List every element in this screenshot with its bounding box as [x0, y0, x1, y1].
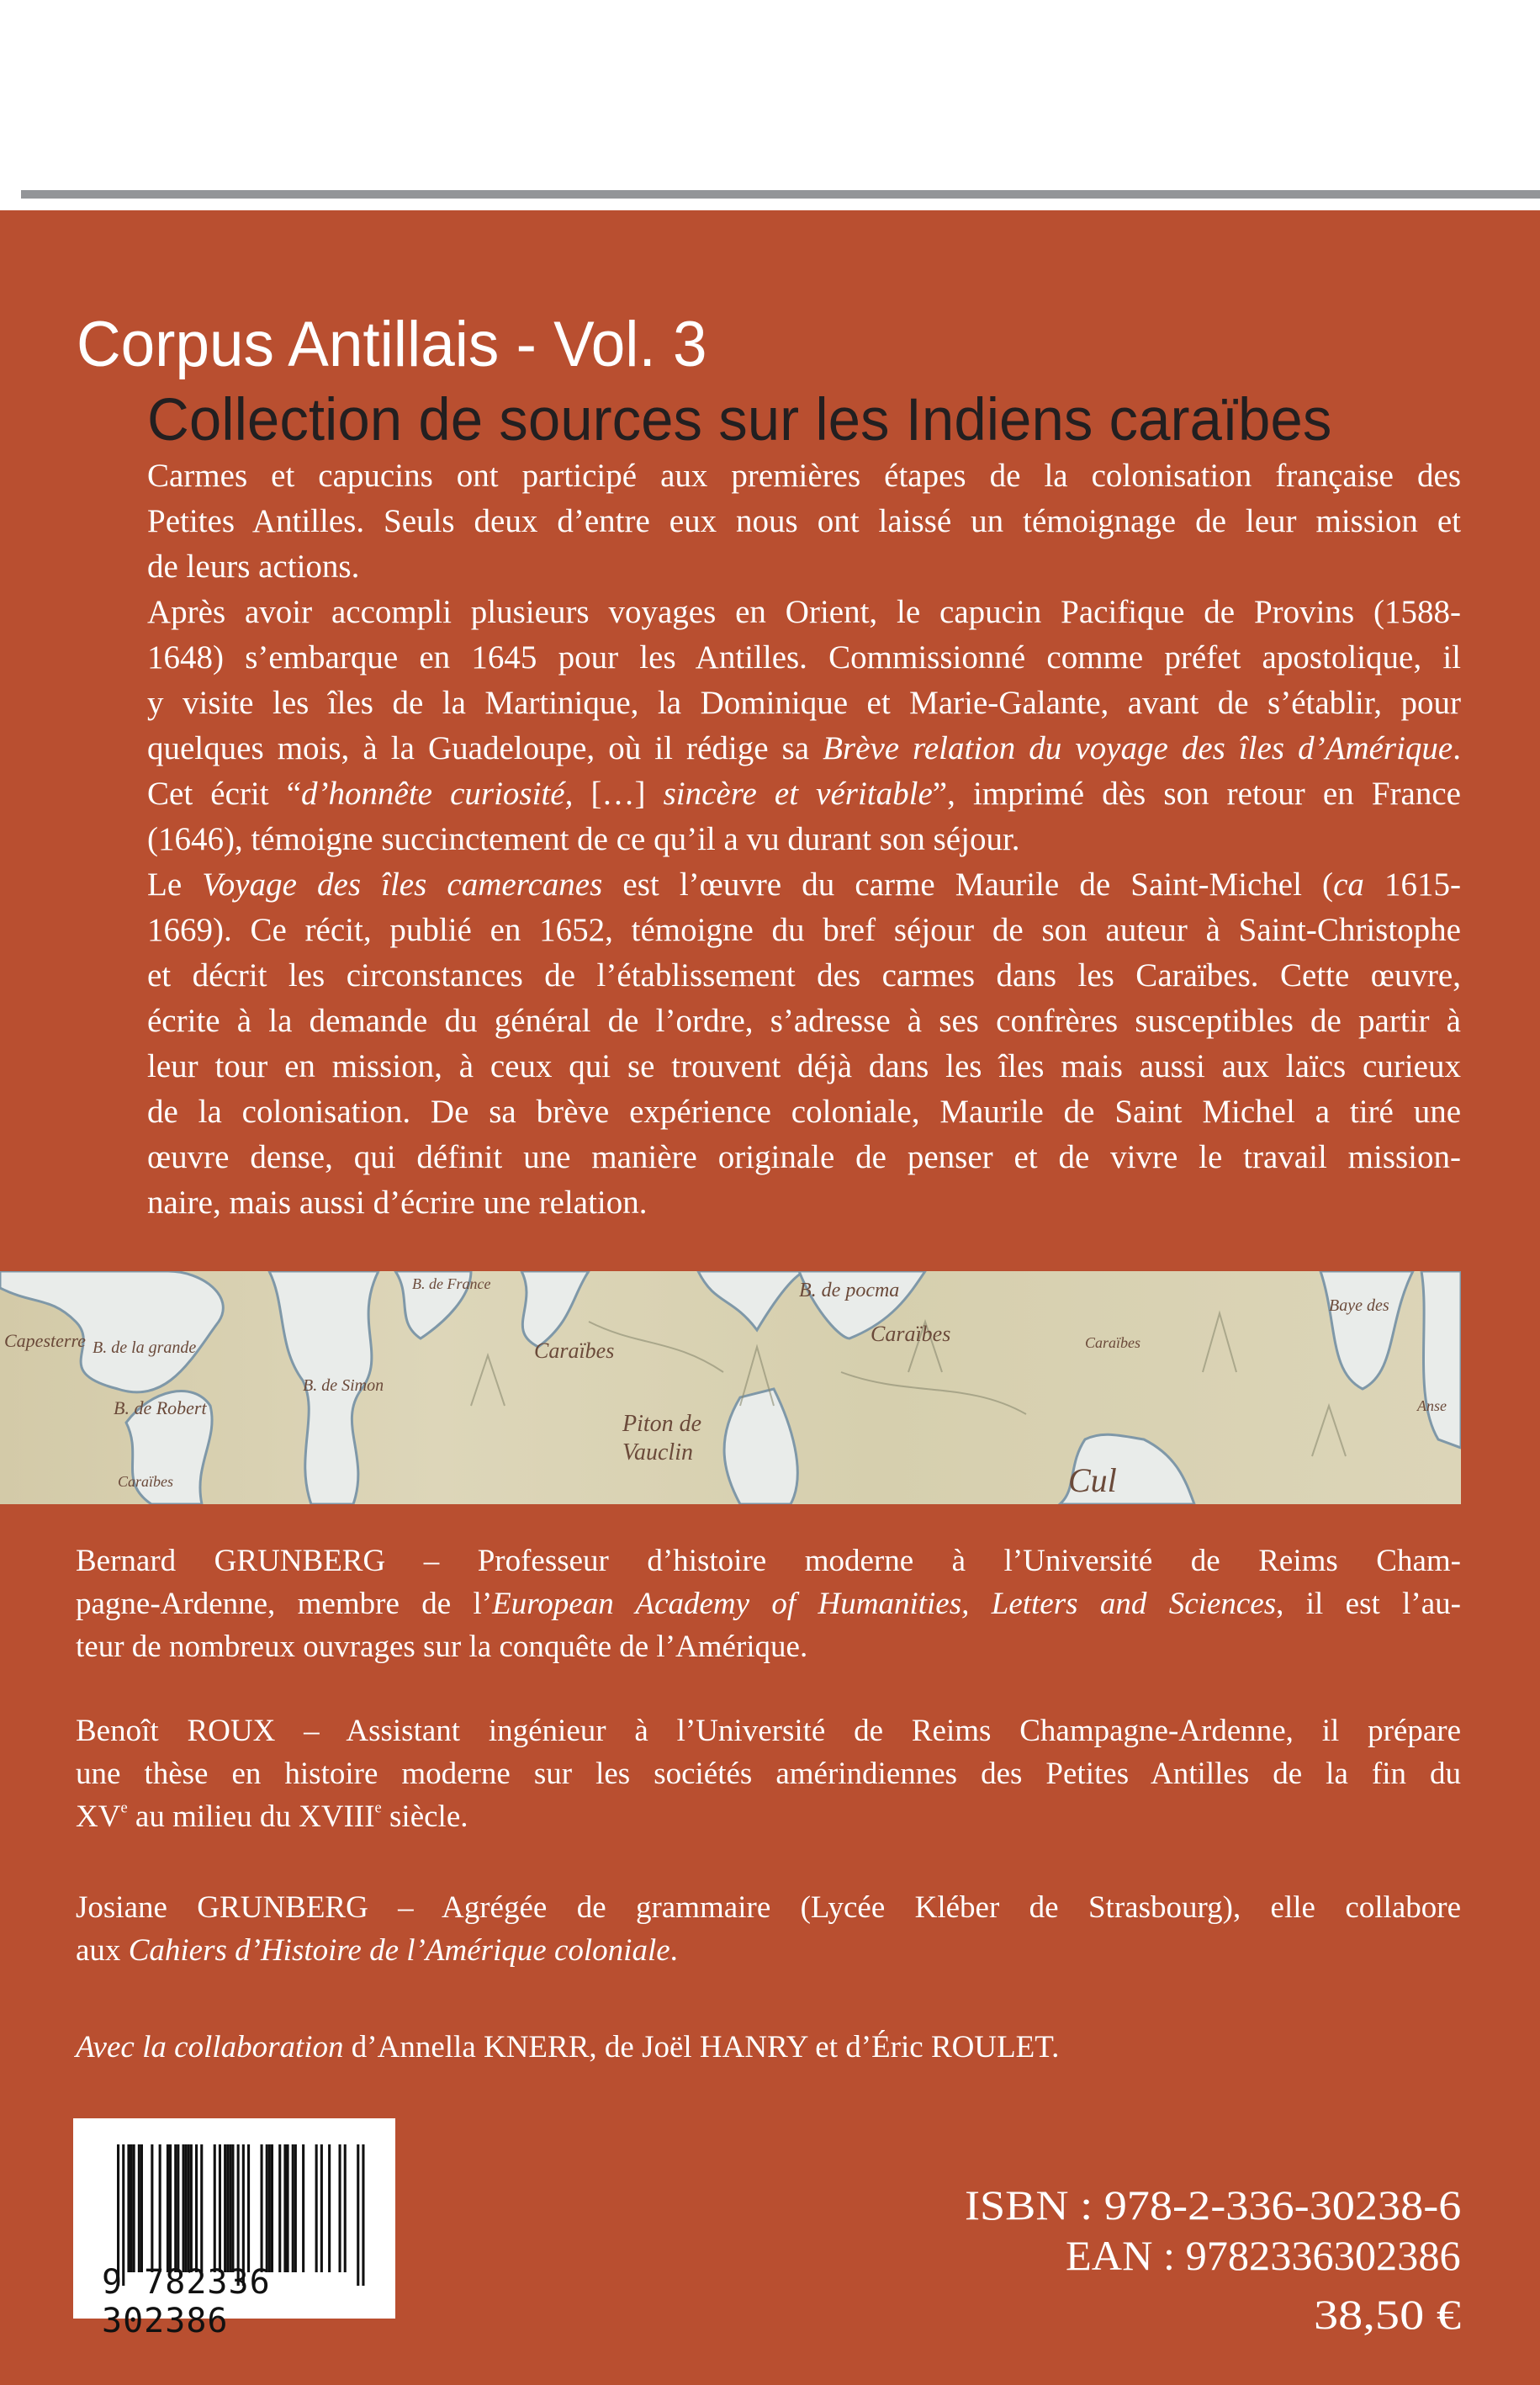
italic-text: European Academy of Humanities, Letters and Sciences: [492, 1587, 1277, 1621]
map-label: Caraïbes: [118, 1473, 174, 1490]
text-line: [147, 817, 1461, 862]
barcode-bar: [133, 2144, 135, 2272]
barcode-bar: [190, 2144, 193, 2272]
text: 1615-: [1363, 867, 1461, 903]
text: 1648) s’embarque en 1645 pour les Antilles. Commissionné comme préfet apostolique, il: [147, 639, 1461, 676]
italic-text: sincère et véritable: [663, 776, 933, 812]
text-line: [76, 1709, 1461, 1752]
ean: EAN : 9782336302386: [1066, 2232, 1461, 2279]
barcode-bar: [151, 2144, 153, 2272]
barcode-digits: 9 782336 302386: [102, 2263, 271, 2340]
text: Josiane GRUNBERG – Agrégée de grammaire (Lycée Kléber de Strasbourg), elle collabore: [76, 1890, 1461, 1925]
text-line: [76, 1625, 1461, 1668]
text-line: [147, 1180, 1461, 1226]
text-line: [147, 908, 1461, 953]
text: ”, imprimé dès son retour en France: [932, 776, 1461, 812]
text: Après avoir accompli plusieurs voyages en Orient, le capucin Pacifique de Provins (1588-: [147, 594, 1461, 630]
barcode-bar: [302, 2144, 304, 2272]
map-label: Piton de Vauclin: [622, 1411, 702, 1465]
collaboration-credit: [76, 2026, 1461, 2069]
text-line: [147, 726, 1461, 771]
text: 1669). Ce récit, publié en 1652, témoigne du bref séjour de son auteur à Saint-Christophe: [147, 912, 1461, 948]
text-line: [147, 771, 1461, 817]
barcode-bar: [287, 2144, 289, 2272]
barcode-bar: [188, 2144, 190, 2272]
text-line: [147, 862, 1461, 908]
italic-text: Brève relation du voyage des îles d’Amérique: [823, 730, 1453, 766]
barcode-bar: [127, 2144, 130, 2272]
map-label: B. de France: [412, 1275, 491, 1292]
barcode-bar: [268, 2144, 271, 2272]
text: y visite les îles de la Martinique, la Dominique et Marie-Galante, avant de s’établir, pour: [147, 685, 1461, 721]
text-line: [147, 999, 1461, 1044]
map-drawing: [0, 1271, 1461, 1504]
text-line: [147, 453, 1461, 499]
italic-text: Avec la collaboration: [76, 2030, 344, 2064]
text: Benoît ROUX – Assistant ingénieur à l’Université de Reims Champagne-Ardenne, il prépare: [76, 1714, 1461, 1748]
barcode-bar: [169, 2144, 172, 2272]
series-title: Corpus Antillais - Vol. 3: [77, 309, 707, 380]
text: est l’œuvre du carme Maurile de Saint-Michel (: [602, 867, 1334, 903]
barcode-bar: [140, 2144, 143, 2272]
price: 38,50 €: [1314, 2291, 1461, 2338]
superscript: e: [374, 1799, 382, 1817]
collection-subtitle: Collection de sources sur les Indiens caraïbes: [147, 387, 1332, 453]
text-line: [76, 1929, 1461, 1972]
text: […]: [573, 776, 664, 812]
text: naire, mais aussi d’écrire une relation.: [147, 1185, 648, 1221]
text: d’Annella KNERR, de Joël HANRY et d’Éric ROULET.: [343, 2030, 1060, 2064]
superscript: e: [120, 1799, 128, 1817]
barcode-bar: [292, 2144, 294, 2272]
barcode-bar: [344, 2144, 347, 2272]
italic-text: Voyage des îles camercanes: [202, 867, 603, 903]
barcode-bar: [183, 2144, 185, 2272]
text: XV: [76, 1799, 121, 1834]
text: siècle.: [381, 1799, 468, 1834]
author-bio-bernard-grunberg: [76, 1540, 1461, 1668]
text: pagne-Ardenne, membre de l’: [76, 1587, 493, 1621]
map-label: B. de pocma: [799, 1280, 900, 1301]
text-line: [147, 590, 1461, 635]
map-label: Caraïbes: [871, 1322, 951, 1346]
text: Petites Antilles. Seuls deux d’entre eux nous ont laissé un témoignage de leur mission et: [147, 503, 1461, 539]
italic-text: Cahiers d’Histoire de l’Amérique coloniale: [128, 1933, 670, 1968]
barcode-bar: [247, 2144, 250, 2272]
text-line: [147, 635, 1461, 681]
text: .: [1453, 730, 1461, 766]
barcode-bar: [328, 2144, 331, 2272]
barcode-bar: [200, 2144, 203, 2272]
text-line: [147, 1135, 1461, 1180]
map-label: B. de Simon: [303, 1376, 384, 1395]
barcode-bar: [174, 2144, 177, 2272]
barcode-bar: [320, 2144, 323, 2272]
text-line: [147, 1044, 1461, 1089]
text: Le: [147, 867, 203, 903]
historical-map-image: [0, 1271, 1461, 1504]
map-label: Anse: [1417, 1397, 1447, 1414]
barcode-bar: [185, 2144, 188, 2272]
barcode-bar: [138, 2144, 140, 2272]
text: œuvre dense, qui définit une manière originale de penser et de vivre le travail mission-: [147, 1139, 1461, 1175]
text-line: [76, 1752, 1461, 1795]
barcode-bar: [167, 2144, 169, 2272]
barcode-bar: [224, 2144, 226, 2272]
barcode-bar: [214, 2144, 216, 2272]
barcode-bar: [195, 2144, 198, 2272]
author-bio-benoit-roux: [76, 1709, 1461, 1838]
text: , il est l’au-: [1276, 1587, 1462, 1621]
barcode-bar: [159, 2144, 161, 2272]
map-label: Caraïbes: [1085, 1334, 1141, 1351]
barcode-bar: [271, 2144, 273, 2272]
barcode-bar: [339, 2144, 341, 2272]
text: aux: [76, 1933, 129, 1968]
text-line: [76, 1582, 1461, 1625]
top-rule: [21, 190, 1540, 199]
text-line: [147, 499, 1461, 544]
text: de la colonisation. De sa brève expérience coloniale, Maurile de Saint Michel a tiré une: [147, 1094, 1461, 1130]
text: écrite à la demande du général de l’ordre, s’adresse à ses confrères susceptibles de partir à: [147, 1003, 1461, 1039]
text: de leurs actions.: [147, 549, 360, 585]
barcode-bar: [226, 2144, 229, 2272]
map-label: Cul: [1068, 1461, 1117, 1499]
barcode-bar: [278, 2144, 281, 2272]
text: teur de nombreux ouvrages sur la conquête de l’Amérique.: [76, 1630, 808, 1664]
text-line: [76, 2026, 1461, 2069]
map-label: B. de la grande: [93, 1338, 197, 1357]
text: quelques mois, à la Guadeloupe, où il rédige sa: [147, 730, 823, 766]
barcode-bar: [261, 2144, 263, 2272]
map-label: Capesterre: [4, 1330, 86, 1351]
barcode: [73, 2118, 395, 2340]
author-bio-josiane-grunberg: [76, 1886, 1461, 1972]
text-line: [76, 1540, 1461, 1582]
barcode-bar: [219, 2144, 221, 2272]
text: au milieu du XVIII: [127, 1799, 375, 1834]
text-line: [147, 953, 1461, 999]
text: Cet écrit “: [147, 776, 302, 812]
barcode-bar: [130, 2144, 133, 2272]
text-line: [147, 1089, 1461, 1135]
barcode-bar: [294, 2144, 297, 2272]
barcode-bar: [283, 2144, 286, 2272]
text-line: [76, 1886, 1461, 1929]
text: leur tour en mission, à ceux qui se trouvent déjà dans les îles mais aussi aux laïcs curieux: [147, 1048, 1461, 1084]
text: une thèse en histoire moderne sur les sociétés amérindiennes des Petites Antilles de la fin du: [76, 1757, 1461, 1791]
barcode-bar: [229, 2144, 231, 2272]
text: .: [669, 1933, 678, 1968]
barcode-bar: [177, 2144, 179, 2272]
text: (1646), témoigne succinctement de ce qu’il a vu durant son séjour.: [147, 821, 1020, 857]
barcode-bar: [266, 2144, 268, 2272]
text-line: [147, 681, 1461, 726]
text: Bernard GRUNBERG – Professeur d’histoire moderne à l’Université de Reims Cham-: [76, 1544, 1461, 1578]
italic-text: ca: [1333, 867, 1364, 903]
text-line: [76, 1795, 1461, 1838]
barcode-bar: [315, 2144, 318, 2272]
barcode-bar: [231, 2144, 234, 2272]
map-label: Baye des: [1329, 1296, 1389, 1315]
text: et décrit les circonstances de l’établissement des carmes dans les Caraïbes. Cette œuvre,: [147, 957, 1461, 994]
italic-text: d’honnête curiosité,: [301, 776, 574, 812]
text-line: [147, 544, 1461, 590]
isbn: ISBN : 978-2-336-30238-6: [964, 2181, 1461, 2229]
description-text: [147, 453, 1461, 1226]
map-label: B. de Robert: [114, 1397, 207, 1418]
map-label: Caraïbes: [534, 1338, 615, 1363]
text: Carmes et capucins ont participé aux premières étapes de la colonisation française des: [147, 458, 1461, 494]
